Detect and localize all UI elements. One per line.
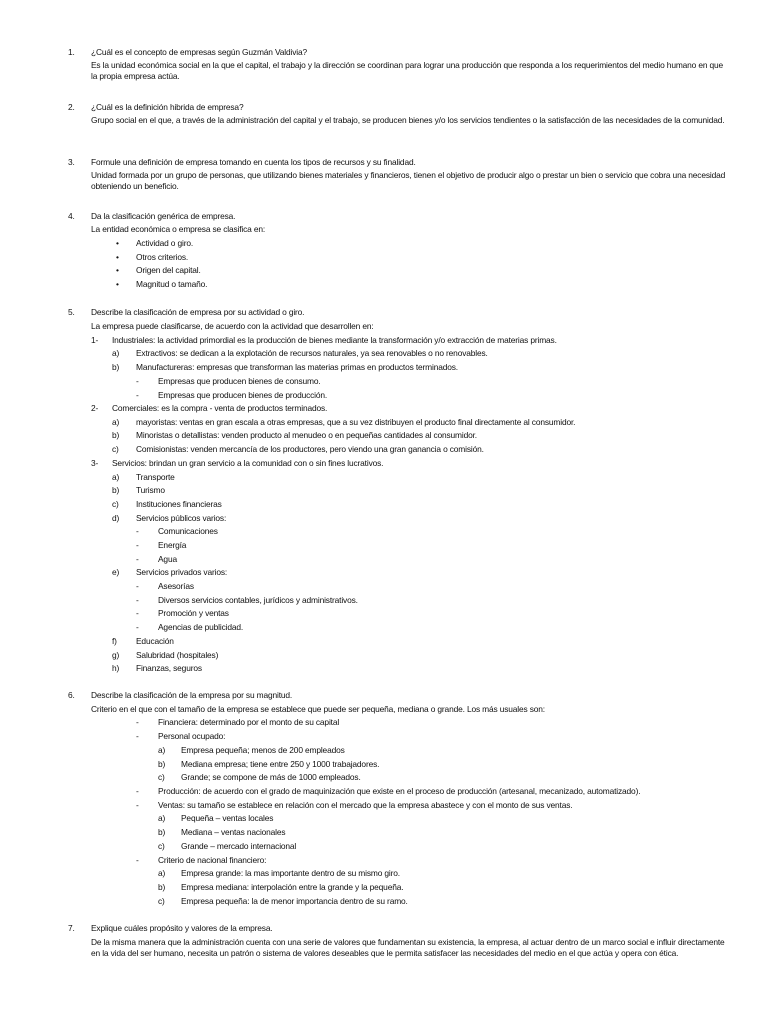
q4-intro: La entidad económica o empresa se clasifica en: [91, 224, 266, 234]
list-marker: c) [158, 772, 165, 782]
q5-section-text: Servicios: brindan un gran servicio a la comunidad con o sin fines lucrativos. [112, 458, 384, 468]
list-marker: a) [112, 348, 120, 358]
bullet-icon: • [116, 265, 119, 275]
list-item: Empresa mediana: interpolación entre la grande y la pequeña. [181, 882, 404, 892]
q3-answer: Unidad formada por un grupo de personas, que utilizando bienes materiales y financieros, tienen el objetivo de producir algo o prestar un bien o servicio que cobra una necesidad obteniendo un beneficio. [91, 170, 726, 191]
list-item: Diversos servicios contables, jurídicos y administrativos. [158, 595, 358, 605]
dash-marker: - [136, 855, 139, 865]
bullet-icon: • [116, 279, 119, 289]
dash-marker: - [136, 800, 139, 810]
list-item: Servicios privados varios: [136, 567, 228, 577]
list-marker: a) [158, 813, 166, 823]
q3-number: 3. [68, 157, 75, 167]
list-marker: e) [112, 567, 120, 577]
list-item: Promoción y ventas [158, 608, 229, 618]
dash-marker: - [136, 717, 139, 727]
list-marker: b) [158, 827, 166, 837]
dash-marker: - [136, 581, 139, 591]
list-item: Finanzas, seguros [136, 663, 202, 673]
list-item: Instituciones financieras [136, 499, 222, 509]
bullet-icon: • [116, 238, 119, 248]
list-item: Manufactureras: empresas que transforman las materias primas en productos terminados. [136, 362, 458, 372]
list-item: Grande; se compone de más de 1000 empleados. [181, 772, 361, 782]
q4-item: Magnitud o tamaño. [136, 279, 208, 289]
dash-marker: - [136, 731, 139, 741]
list-item: Turismo [136, 485, 165, 495]
list-item: Producción: de acuerdo con el grado de maquinización que existe en el proceso de producción (artesanal, mecanizado, automatizado). [158, 786, 641, 796]
q7-answer: De la misma manera que la administración cuenta con una serie de valores que fundamentan su existencia, la empresa, al actuar dentro de un marco social e influir directamente en la vida del ser humano, necesita un patrón o sistema de valores deseables que le permita satisfacer las necesidades del medio en el que actúa y opera con ética. [91, 937, 725, 958]
list-item: Comisionistas: venden mercancía de los productores, pero viendo una gran ganancia o comisión. [136, 444, 484, 454]
list-item: Pequeña – ventas locales [181, 813, 274, 823]
q4-item: Otros criterios. [136, 252, 189, 262]
list-item: Comunicaciones [158, 526, 218, 536]
list-item: Grande – mercado internacional [181, 841, 297, 851]
q7-number: 7. [68, 923, 75, 933]
list-item: Empresa pequeña; menos de 200 empleados [181, 745, 345, 755]
list-item: Personal ocupado: [158, 731, 226, 741]
list-marker: a) [112, 417, 120, 427]
dash-marker: - [136, 526, 139, 536]
list-item: Asesorías [158, 581, 194, 591]
q2-number: 2. [68, 102, 75, 112]
list-marker: b) [158, 882, 166, 892]
list-item: Empresas que producen bienes de consumo. [158, 376, 321, 386]
list-marker: a) [158, 745, 166, 755]
list-item: Empresa grande: la mas importante dentro de su mismo giro. [181, 868, 400, 878]
q4-question: Da la clasificación genérica de empresa. [91, 211, 236, 221]
dash-marker: - [136, 622, 139, 632]
q6-intro: Criterio en el que con el tamaño de la empresa se establece que puede ser pequeña, mediana o grande. Los más usuales son: [91, 704, 545, 714]
dash-marker: - [136, 376, 139, 386]
q4-item: Actividad o giro. [136, 238, 194, 248]
q4-number: 4. [68, 211, 75, 221]
dash-marker: - [136, 554, 139, 564]
list-marker: c) [112, 499, 119, 509]
list-marker: d) [112, 513, 120, 523]
q5-section-number: 2- [91, 403, 99, 413]
list-item: Educación [136, 636, 174, 646]
list-item: Ventas: su tamaño se establece en relación con el mercado que la empresa abastece y con el monto de sus ventas. [158, 800, 573, 810]
list-marker: c) [112, 444, 119, 454]
list-item: Mediana – ventas nacionales [181, 827, 286, 837]
q5-intro: La empresa puede clasificarse, de acuerdo con la actividad que desarrollen en: [91, 321, 374, 331]
list-item: Salubridad (hospitales) [136, 650, 219, 660]
list-marker: a) [112, 472, 120, 482]
list-item: Energía [158, 540, 187, 550]
q6-question: Describe la clasificación de la empresa por su magnitud. [91, 690, 293, 700]
q2-answer: Grupo social en el que, a través de la administración del capital y el trabajo, se producen bienes y/o los servicios tendientes o la satisfacción de las necesidades de la comunidad. [91, 115, 725, 125]
list-marker: b) [158, 759, 166, 769]
dash-marker: - [136, 608, 139, 618]
list-item: Minoristas o detallistas: venden producto al menudeo o en pequeñas cantidades al consumidor. [136, 430, 477, 440]
q5-question: Describe la clasificación de empresa por su actividad o giro. [91, 307, 305, 317]
dash-marker: - [136, 390, 139, 400]
q2-question: ¿Cuál es la definición hibrida de empresa? [91, 102, 244, 112]
list-marker: c) [158, 896, 165, 906]
dash-marker: - [136, 540, 139, 550]
list-item: Financiera: determinado por el monto de su capital [158, 717, 340, 727]
list-marker: c) [158, 841, 165, 851]
q1-question: ¿Cuál es el concepto de empresas según Guzmán Valdivia? [91, 47, 307, 57]
q5-section-number: 1- [91, 335, 99, 345]
q5-section-text: Comerciales: es la compra - venta de productos terminados. [112, 403, 328, 413]
q4-item: Origen del capital. [136, 265, 201, 275]
dash-marker: - [136, 786, 139, 796]
q5-section-number: 3- [91, 458, 99, 468]
list-marker: b) [112, 485, 120, 495]
list-marker: g) [112, 650, 120, 660]
list-item: mayoristas: ventas en gran escala a otras empresas, que a su vez distribuyen el producto final directamente al consumidor. [136, 417, 576, 427]
dash-marker: - [136, 595, 139, 605]
q5-number: 5. [68, 307, 75, 317]
list-item: Empresas que producen bienes de producción. [158, 390, 328, 400]
list-marker: h) [112, 663, 120, 673]
list-item: Agencias de publicidad. [158, 622, 244, 632]
q1-answer: Es la unidad económica social en la que el capital, el trabajo y la dirección se coordinan para lograr una producción que responda a los requerimientos del medio humano en que la propia empresa actúa. [91, 60, 724, 81]
list-item: Empresa pequeña: la de menor importancia dentro de su ramo. [181, 896, 408, 906]
q1-number: 1. [68, 47, 75, 57]
list-marker: b) [112, 430, 120, 440]
list-item: Servicios públicos varios: [136, 513, 227, 523]
list-marker: b) [112, 362, 120, 372]
list-item: Extractivos: se dedican a la explotación de recursos naturales, ya sea renovables o no renovables. [136, 348, 488, 358]
list-item: Transporte [136, 472, 175, 482]
q7-question: Explique cuáles propósito y valores de la empresa. [91, 923, 273, 933]
q6-number: 6. [68, 690, 75, 700]
list-item: Criterio de nacional financiero: [158, 855, 267, 865]
bullet-icon: • [116, 252, 119, 262]
q5-section-text: Industriales: la actividad primordial es la producción de bienes mediante la transformación y/o extracción de materias primas. [112, 335, 557, 345]
list-item: Agua [158, 554, 177, 564]
list-item: Mediana empresa; tiene entre 250 y 1000 trabajadores. [181, 759, 380, 769]
list-marker: a) [158, 868, 166, 878]
list-marker: f) [112, 636, 117, 646]
q3-question: Formule una definición de empresa tomando en cuenta los tipos de recursos y su finalidad. [91, 157, 416, 167]
